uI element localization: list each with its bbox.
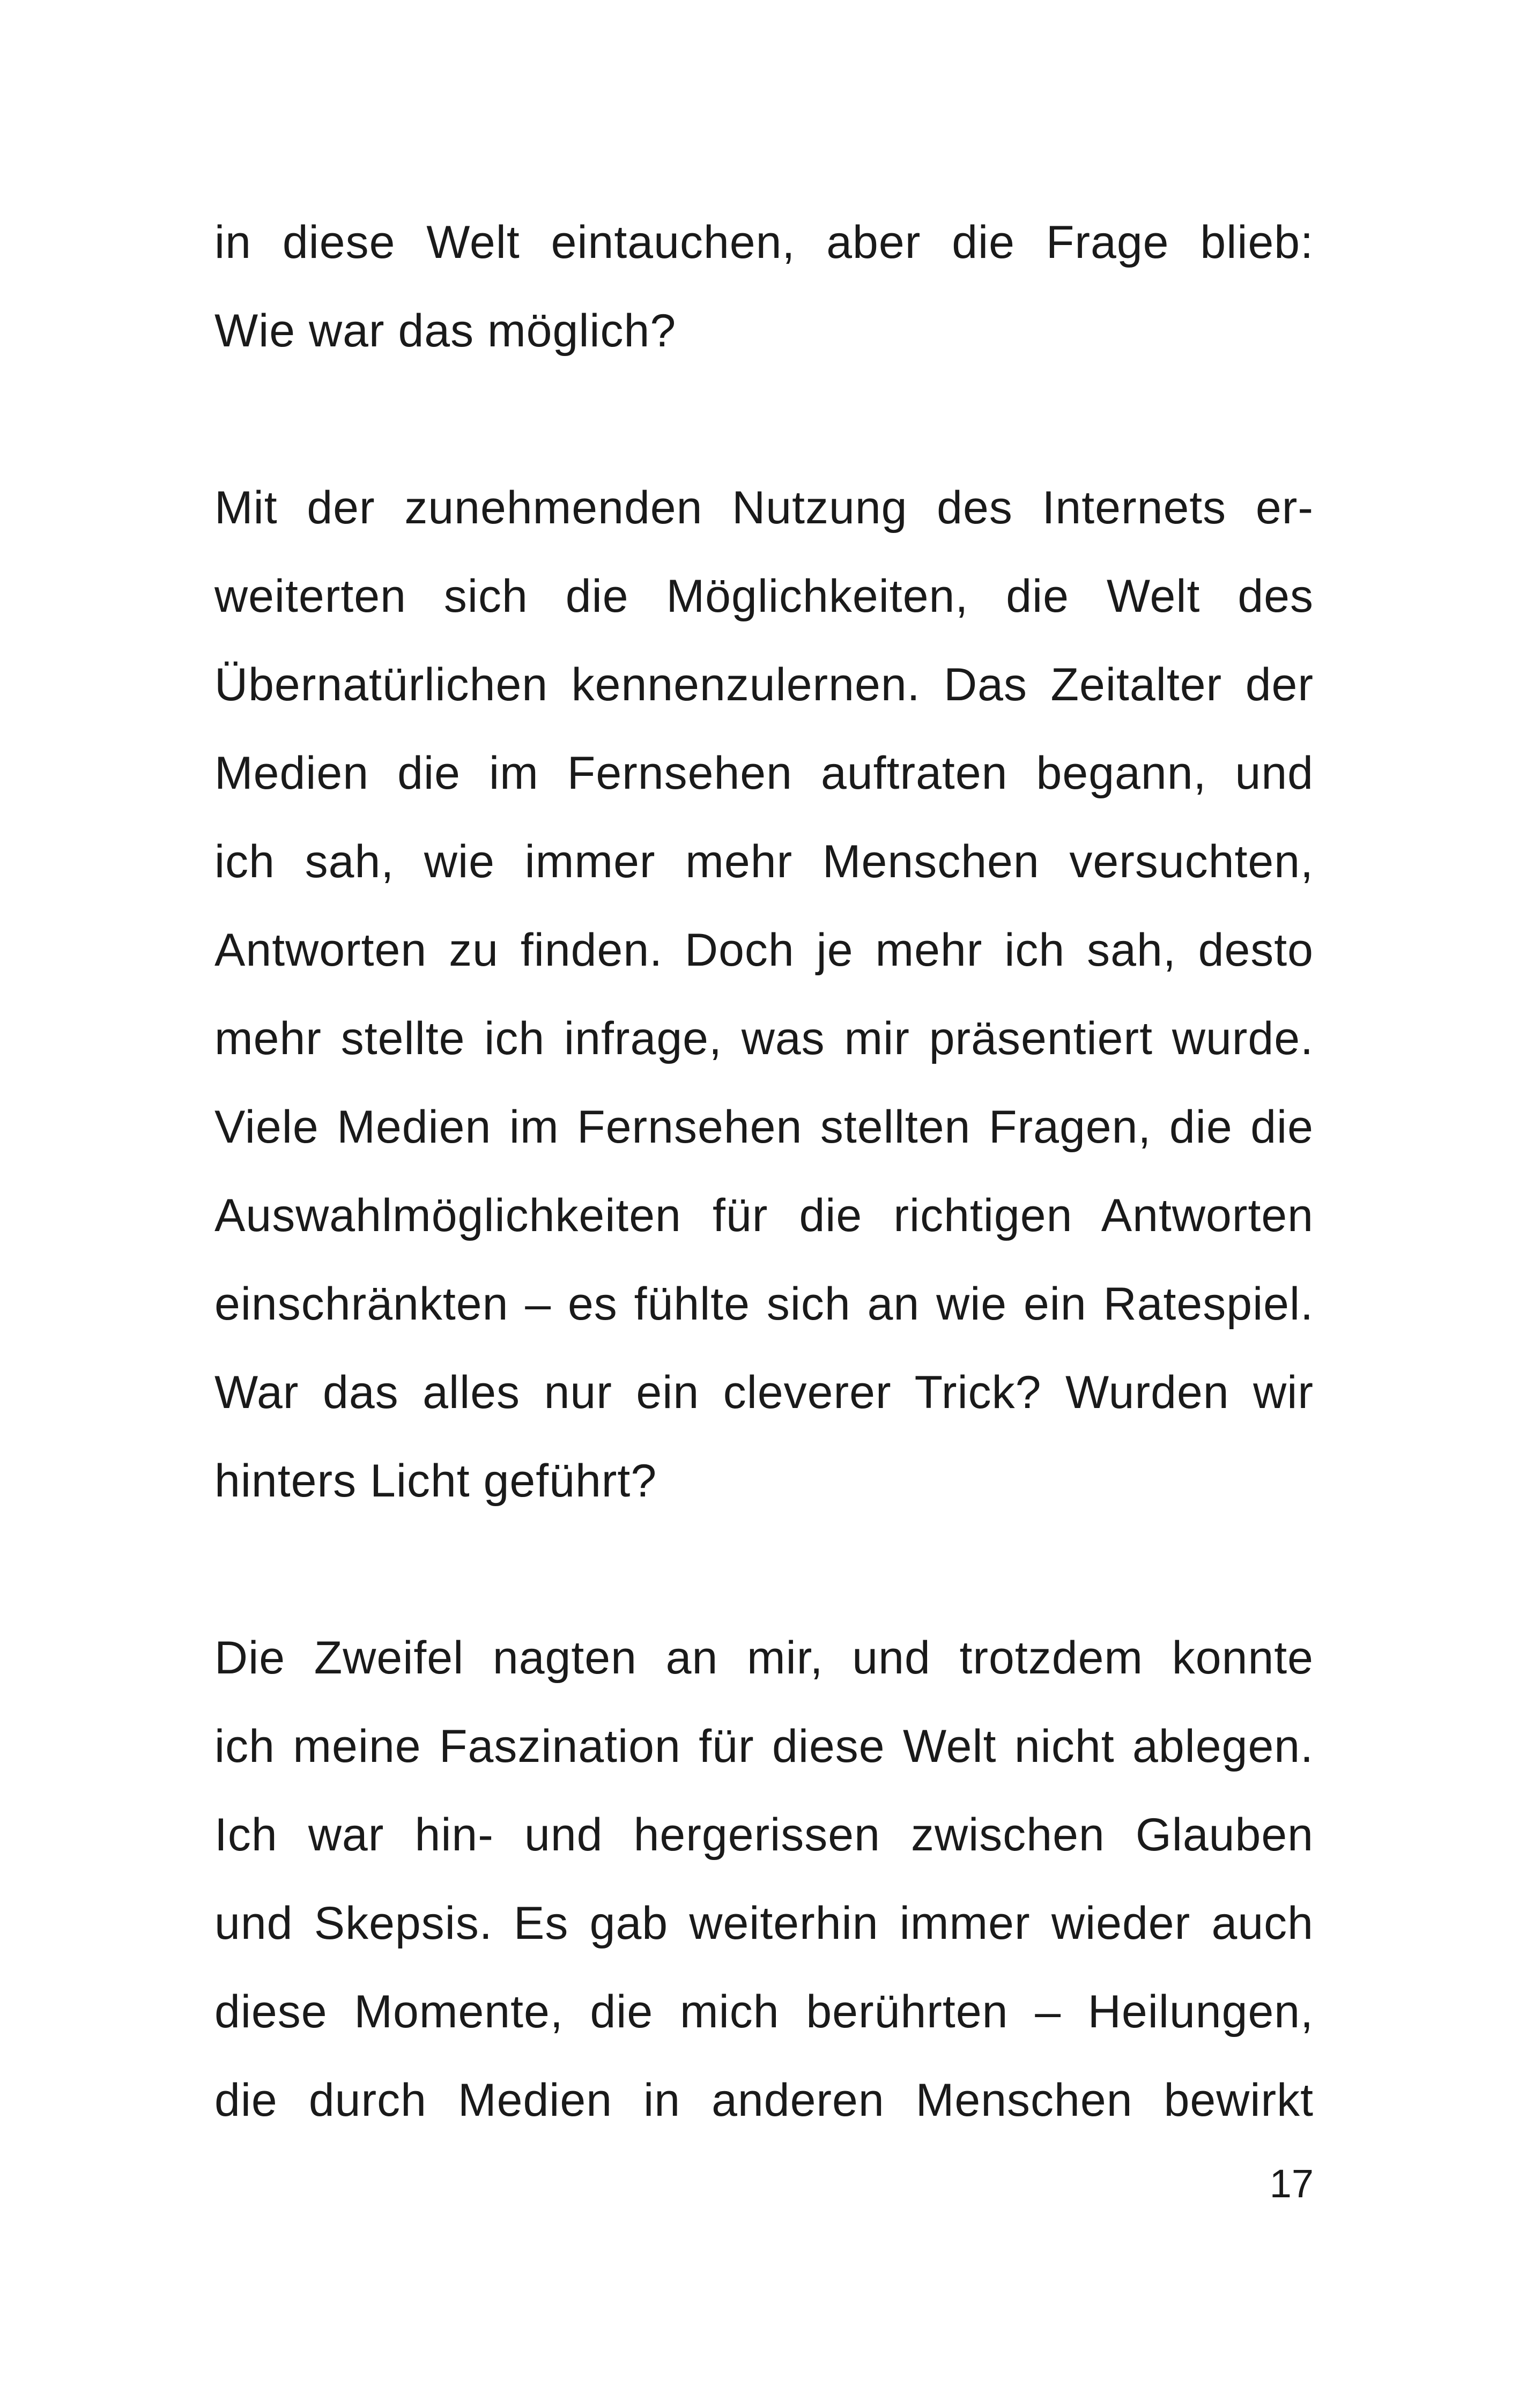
text-line: diese Momente, die mich berührten – Heilungen,: [214, 1986, 1314, 2037]
text-line: Übernatürlichen kennenzulernen. Das Zeitalter der: [214, 659, 1314, 710]
text-line: Wie war das möglich?: [214, 305, 677, 357]
text-line: ich sah, wie immer mehr Menschen versuchten,: [214, 836, 1314, 887]
text-line: Ich war hin- und hergerissen zwischen Glauben: [214, 1809, 1314, 1861]
paragraph-gap: [214, 375, 1314, 464]
paragraph-gap: [214, 1525, 1314, 1614]
text-line: hinters Licht geführt?: [214, 1455, 657, 1507]
text-line: mehr stellte ich infrage, was mir präsentiert wurde.: [214, 1013, 1314, 1064]
paragraph-2: [214, 464, 1314, 1525]
text-line: einschränkten – es fühlte sich an wie ein Ratespiel.: [214, 1278, 1314, 1330]
paragraph-3: [214, 1614, 1314, 2145]
text-line: in diese Welt eintauchen, aber die Frage blieb:: [214, 217, 1314, 268]
text-line: und Skepsis. Es gab weiterhin immer wieder auch: [214, 1898, 1314, 1949]
paragraph-1: [214, 198, 1314, 375]
text-line: ich meine Faszination für diese Welt nicht ablegen.: [214, 1721, 1314, 1772]
text-line: Die Zweifel nagten an mir, und trotzdem konnte: [214, 1632, 1314, 1684]
text-line: Auswahlmöglichkeiten für die richtigen Antworten: [214, 1190, 1314, 1241]
page-number: 17: [1269, 2161, 1314, 2206]
text-line: weiterten sich die Möglichkeiten, die Welt des: [214, 570, 1314, 622]
text-line: War das alles nur ein cleverer Trick? Wurden wir: [214, 1367, 1314, 1418]
text-line: Antworten zu finden. Doch je mehr ich sah, desto: [214, 924, 1314, 976]
body-text: [214, 198, 1314, 2145]
text-line: Mit der zunehmenden Nutzung des Internets er-: [214, 482, 1314, 534]
text-line: Medien die im Fernsehen auftraten begann, und: [214, 747, 1314, 799]
text-line: Viele Medien im Fernsehen stellten Fragen, die die: [214, 1101, 1314, 1153]
text-line: die durch Medien in anderen Menschen bewirkt: [214, 2074, 1314, 2126]
